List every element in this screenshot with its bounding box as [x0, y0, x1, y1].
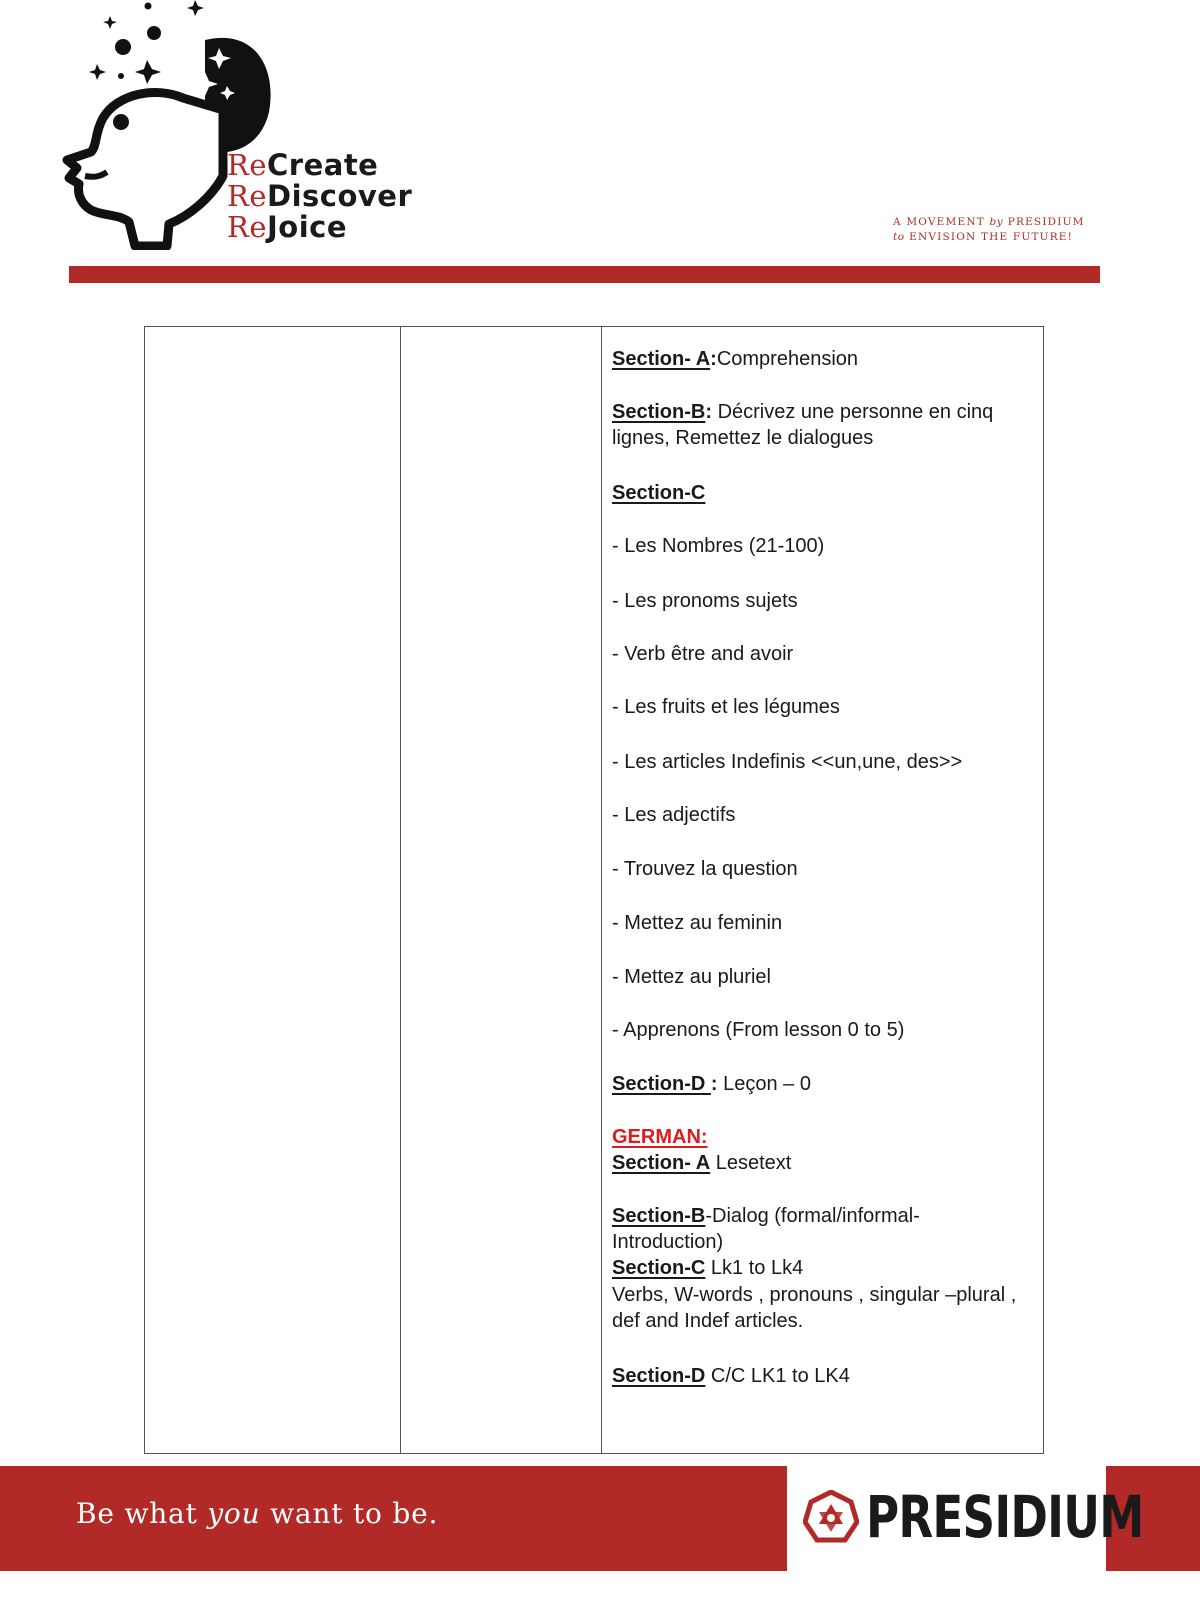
- line-text: lignes, Remettez le dialogues: [612, 427, 874, 449]
- colon-mark: :: [705, 401, 713, 423]
- line-text: - Les Nombres (21-100): [612, 535, 825, 557]
- content-line: [612, 533, 824, 559]
- line-text: [711, 1073, 811, 1095]
- colon-mark: :: [710, 1073, 718, 1095]
- line-text: - Verb être and avoir: [612, 643, 794, 665]
- section-label: Section-C: [612, 1257, 706, 1279]
- table-column-2: [401, 327, 602, 1453]
- footer-slogan: Be what you want to be.: [76, 1497, 439, 1530]
- section-label: Section- A: [612, 348, 711, 370]
- line-text: [710, 348, 858, 370]
- colon-mark: :: [710, 348, 717, 370]
- syllabus-table: [144, 326, 1044, 1454]
- section-label: Section- A: [612, 1152, 711, 1174]
- content-line: [612, 964, 771, 990]
- content-line: [612, 425, 873, 451]
- line-text: - Les adjectifs: [612, 804, 736, 826]
- content-line: [612, 641, 793, 667]
- line-text: - Les articles Indefinis <<un,une, des>>: [612, 751, 963, 773]
- presidium-star-icon: [803, 1490, 859, 1546]
- line-text: C/C LK1 to LK4: [705, 1365, 850, 1387]
- tagline-rejoice: ReJoice: [227, 210, 348, 244]
- content-line: [612, 346, 858, 372]
- content-line: [612, 1017, 904, 1043]
- content-line: [612, 802, 735, 828]
- line-text: Verbs, W-words , pronouns , singular –plural ,: [612, 1284, 1017, 1306]
- content-line: [612, 1229, 723, 1255]
- line-rest: Leçon – 0: [717, 1073, 811, 1095]
- movement-line-1: A MOVEMENT by PRESIDIUM: [893, 216, 1085, 228]
- section-label: Section-D: [612, 1365, 706, 1387]
- line-text: -Dialog (formal/informal-: [705, 1205, 920, 1227]
- content-line: [612, 1282, 1016, 1308]
- tagline: [227, 150, 412, 243]
- content-line: [612, 856, 798, 882]
- content-line: [612, 1308, 803, 1334]
- line-text: Lesetext: [710, 1152, 792, 1174]
- content-line: [612, 910, 782, 936]
- line-rest: Comprehension: [716, 348, 859, 370]
- line-text: [705, 401, 993, 423]
- content-line: [612, 588, 798, 614]
- table-column-1: [145, 327, 401, 1453]
- line-text: - Mettez au feminin: [612, 912, 783, 934]
- content-line: [612, 1071, 811, 1097]
- tagline-recreate: ReCreate: [227, 148, 379, 182]
- content-line: [612, 399, 993, 425]
- content-line: [612, 694, 840, 720]
- content-line: [612, 1363, 850, 1389]
- content-line: [612, 480, 705, 506]
- line-text: Lk1 to Lk4: [705, 1257, 804, 1279]
- section-label: Section-B: [612, 1205, 706, 1227]
- german-heading: GERMAN:: [612, 1126, 708, 1148]
- movement-tagline: [893, 215, 1085, 245]
- content-line: [612, 1203, 920, 1229]
- line-text: - Mettez au pluriel: [612, 966, 771, 988]
- line-text: - Apprenons (From lesson 0 to 5): [612, 1019, 905, 1041]
- content-line: [612, 1255, 803, 1281]
- movement-line-2: to ENVISION THE FUTURE!: [893, 231, 1074, 243]
- brand-name: PRESIDIUM: [866, 1483, 1144, 1551]
- table-column-3: [602, 327, 1043, 1453]
- tagline-rediscover: ReDiscover: [227, 179, 413, 213]
- line-rest: Décrivez une personne en cinq: [712, 401, 994, 423]
- line-text: - Les fruits et les légumes: [612, 696, 840, 718]
- section-label: Section-C: [612, 482, 706, 504]
- section-label: Section-B: [612, 401, 706, 423]
- line-text: Introduction): [612, 1231, 724, 1253]
- line-text: - Les pronoms sujets: [612, 590, 798, 612]
- content-line: [612, 1124, 708, 1150]
- line-text: def and Indef articles.: [612, 1310, 804, 1332]
- content-line: [612, 1150, 791, 1176]
- line-text: - Trouvez la question: [612, 858, 798, 880]
- header-divider-bar: [69, 266, 1100, 283]
- content-line: [612, 749, 962, 775]
- section-label: Section-D: [612, 1073, 711, 1095]
